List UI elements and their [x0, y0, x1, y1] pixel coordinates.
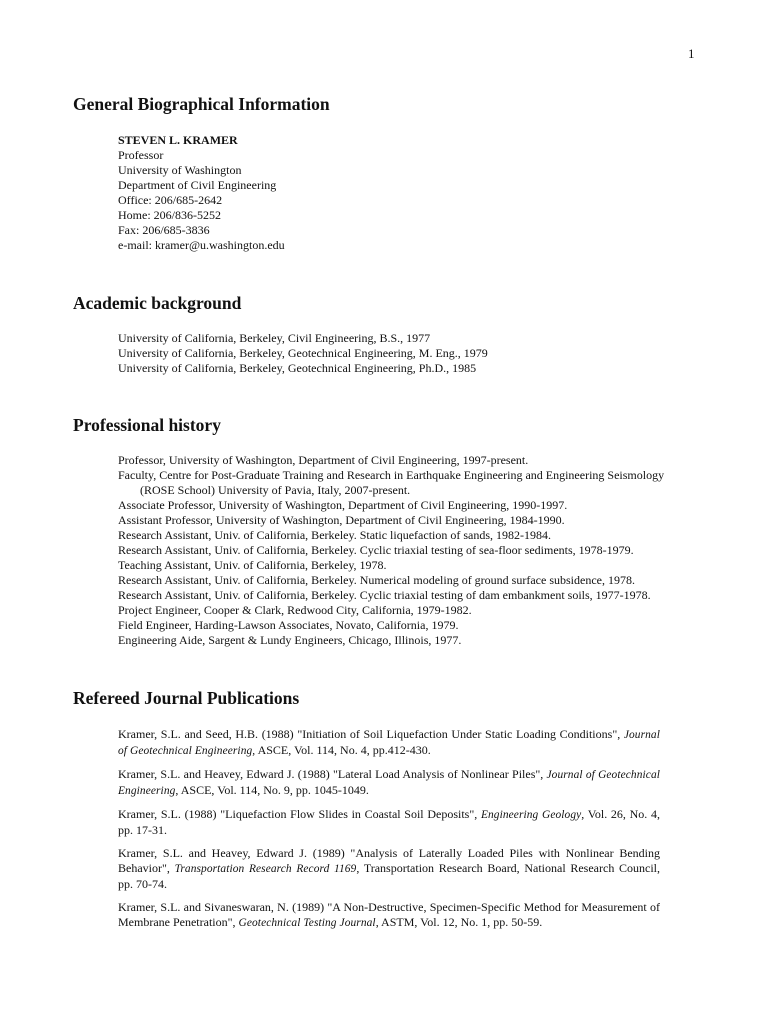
- publication-details: , ASTM, Vol. 12, No. 1, pp. 50-59.: [375, 915, 543, 929]
- history-item: Field Engineer, Harding-Lawson Associates, Novato, California, 1979.: [118, 618, 459, 632]
- history-item: Research Assistant, Univ. of California, Berkeley. Numerical modeling of ground surface subsidence, 1978.: [118, 573, 635, 587]
- history-item: Associate Professor, University of Washington, Department of Civil Engineering, 1990-1997.: [118, 498, 568, 512]
- page-number: 1: [688, 46, 695, 61]
- publication-journal: Engineering Geology: [480, 809, 582, 821]
- history-item: Research Assistant, Univ. of California, Berkeley. Static liquefaction of sands, 1982-1984.: [118, 528, 552, 542]
- degree-item: University of California, Berkeley, Geotechnical Engineering, M. Eng., 1979: [118, 346, 488, 360]
- publication-journal: Journal of Geotechnical Engineering: [118, 769, 661, 797]
- publication-citation: Kramer, S.L. (1988) "Liquefaction Flow Slides in Coastal Soil Deposits",: [118, 807, 481, 821]
- history-item: Research Assistant, Univ. of California, Berkeley. Cyclic triaxial testing of sea-floor sediments, 1978-1979.: [118, 543, 634, 557]
- section-title-publications: Refereed Journal Publications: [73, 688, 300, 708]
- history-item: Project Engineer, Cooper & Clark, Redwood City, California, 1979-1982.: [118, 603, 472, 617]
- publication-citation: Kramer, S.L. and Heavey, Edward J. (1988) "Lateral Load Analysis of Nonlinear Piles",: [118, 767, 547, 781]
- publication-item: [118, 727, 660, 759]
- section-title-history: Professional history: [73, 415, 221, 435]
- bio-block: [118, 133, 678, 253]
- publication-citation: Kramer, S.L. and Heavey, Edward J. (1989) "Analysis of Laterally Loaded Piles with Nonlinear Bending Behavior",: [118, 846, 660, 875]
- publication-item: [118, 807, 660, 838]
- publication-details: , ASCE, Vol. 114, No. 9, pp. 1045-1049.: [175, 783, 369, 797]
- bio-line-department: Department of Civil Engineering: [118, 178, 277, 192]
- history-item: Teaching Assistant, Univ. of California, Berkeley, 1978.: [118, 558, 387, 572]
- publication-details: ASCE, Vol. 114, No. 4, pp.412-430.: [255, 743, 431, 757]
- publication-item: [118, 767, 660, 799]
- publications-block: [118, 727, 660, 939]
- publication-details: , Transportation Research Board, National Research Council, pp. 70-74.: [118, 861, 660, 891]
- publication-citation: Kramer, S.L. and Sivaneswaran, N. (1989) "A Non-Destructive, Specimen-Specific Method for Measurement of Membrane Penetration",: [118, 900, 660, 929]
- publication-item: [118, 846, 660, 892]
- bio-line-fax: Fax: 206/685-3836: [118, 223, 210, 237]
- bio-line-university: University of Washington: [118, 163, 242, 177]
- academic-block: [118, 331, 678, 376]
- section-title-academic: Academic background: [73, 293, 242, 313]
- publication-citation: Kramer, S.L. and Seed, H.B. (1988) "Initiation of Soil Liquefaction Under Static Loading Conditions",: [118, 727, 624, 741]
- history-item: Research Assistant, Univ. of California, Berkeley. Cyclic triaxial testing of dam embankment soils, 1977-1978.: [118, 588, 651, 602]
- bio-line-home-phone: Home: 206/836-5252: [118, 208, 221, 222]
- person-name: STEVEN L. KRAMER: [118, 133, 238, 147]
- publication-item: [118, 900, 660, 931]
- degree-item: University of California, Berkeley, Geotechnical Engineering, Ph.D., 1985: [118, 361, 477, 375]
- section-title-bio: General Biographical Information: [73, 94, 330, 114]
- publication-journal: Geotechnical Testing Journal: [238, 917, 376, 929]
- publication-journal: Journal of Geotechnical Engineering,: [118, 729, 660, 757]
- bio-line-email: e-mail: kramer@u.washington.edu: [118, 238, 285, 252]
- history-block: [118, 453, 688, 648]
- degree-item: University of California, Berkeley, Civil Engineering, B.S., 1977: [118, 331, 431, 345]
- bio-line-position: Professor: [118, 148, 164, 162]
- history-item: Faculty, Centre for Post-Graduate Training and Research in Earthquake Engineering and Engineering Seismology (ROSE School) University of Pavia, Italy, 2007-present.: [118, 468, 665, 497]
- history-item: Assistant Professor, University of Washington, Department of Civil Engineering, 1984-1990.: [118, 513, 565, 527]
- publication-journal: Transportation Research Record 1169: [174, 863, 357, 875]
- bio-line-office-phone: Office: 206/685-2642: [118, 193, 223, 207]
- publication-details: , Vol. 26, No. 4, pp. 17-31.: [118, 807, 660, 837]
- history-item: Professor, University of Washington, Department of Civil Engineering, 1997-present.: [118, 453, 529, 467]
- history-item: Engineering Aide, Sargent & Lundy Engineers, Chicago, Illinois, 1977.: [118, 633, 462, 647]
